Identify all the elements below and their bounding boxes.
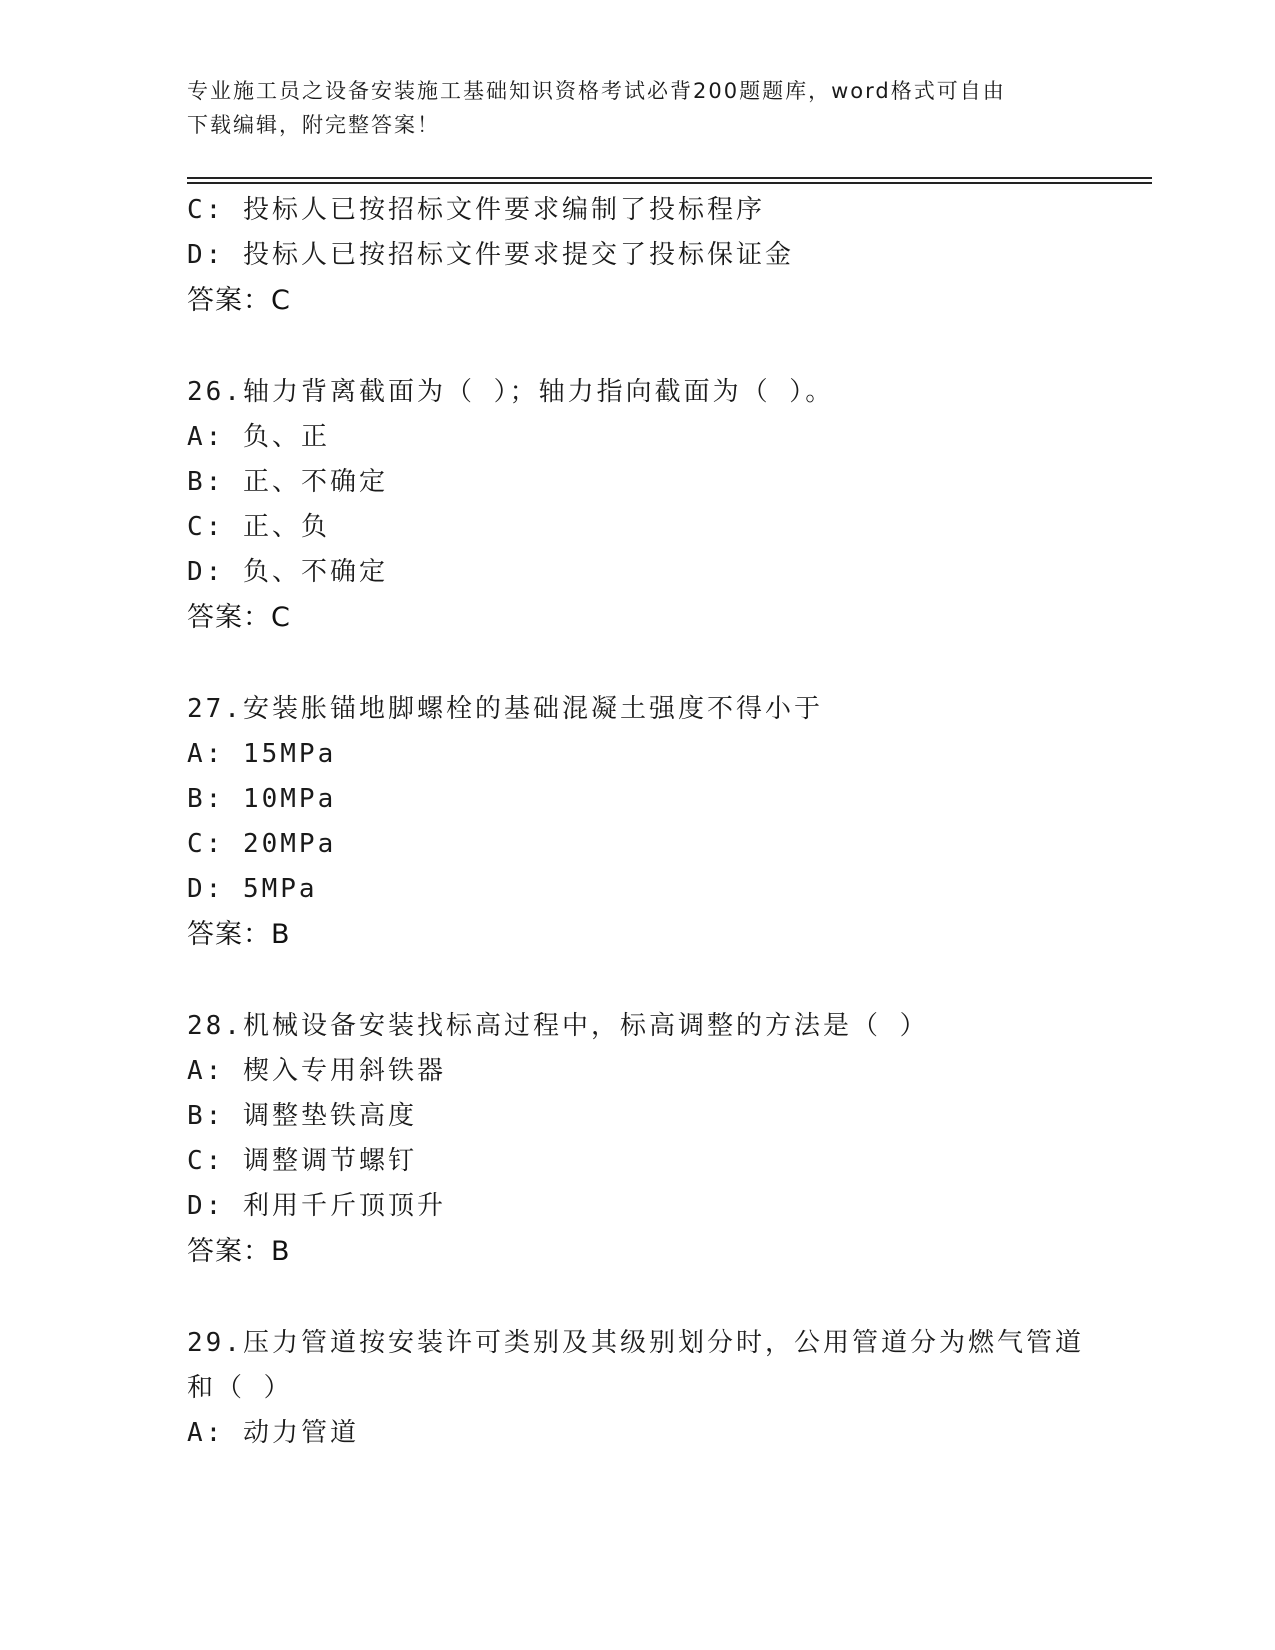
answer-line: 答案：B	[187, 919, 291, 950]
answer-line: 答案：B	[187, 1236, 291, 1267]
option-line: A: 负、正	[187, 422, 330, 452]
header-title-line: 专业施工员之设备安装施工基础知识资格考试必背200题题库，word格式可自由	[187, 79, 1006, 103]
question-spacer	[187, 323, 1152, 370]
question-stem: 26.轴力背离截面为（ ）；轴力指向截面为（ ）。	[187, 377, 835, 407]
option-line: D: 利用千斤顶顶升	[187, 1191, 446, 1221]
question-spacer	[187, 1274, 1152, 1321]
document-header	[187, 74, 1067, 142]
option-line: D: 负、不确定	[187, 557, 388, 587]
option-line: B: 正、不确定	[187, 467, 388, 497]
header-divider	[187, 182, 1152, 184]
question-spacer	[187, 640, 1152, 687]
answer-line: 答案：C	[187, 285, 291, 316]
header-title-line: 下载编辑，附完整答案！	[187, 113, 440, 137]
option-line: A: 动力管道	[187, 1418, 359, 1448]
option-line: C: 20MPa	[187, 829, 337, 859]
option-line: D: 5MPa	[187, 874, 318, 904]
question-spacer	[187, 957, 1152, 1004]
answer-line: 答案：C	[187, 602, 291, 633]
option-line: 和（ ）	[187, 1373, 293, 1403]
option-line: B: 10MPa	[187, 784, 337, 814]
option-line: C: 投标人已按招标文件要求编制了投标程序	[187, 195, 765, 225]
question-stem: 28.机械设备安装找标高过程中，标高调整的方法是（ ）	[187, 1011, 929, 1041]
option-line: B: 调整垫铁高度	[187, 1101, 417, 1131]
question-list	[187, 188, 1152, 1456]
header-divider	[187, 177, 1152, 179]
option-line: A: 15MPa	[187, 739, 337, 769]
option-line: D: 投标人已按招标文件要求提交了投标保证金	[187, 240, 794, 270]
question-stem: 27.安装胀锚地脚螺栓的基础混凝土强度不得小于	[187, 694, 823, 724]
option-line: C: 正、负	[187, 512, 330, 542]
option-line: A: 楔入专用斜铁器	[187, 1056, 446, 1086]
option-line: C: 调整调节螺钉	[187, 1146, 417, 1176]
question-stem: 29.压力管道按安装许可类别及其级别划分时，公用管道分为燃气管道	[187, 1328, 1084, 1358]
